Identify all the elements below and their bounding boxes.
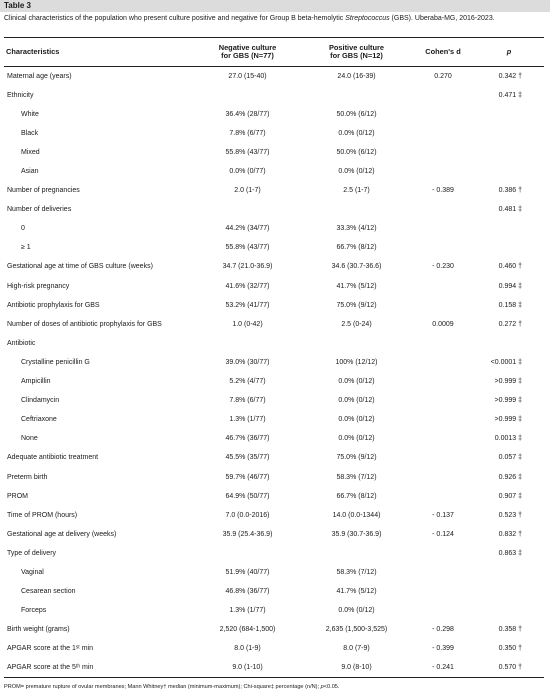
row-label: Ampicillin [21, 378, 51, 386]
cell-positive-culture: 24.0 (16-39) [337, 72, 376, 80]
cell-cohens-d [412, 563, 474, 582]
cell-cohens-d [412, 334, 474, 353]
table-row [4, 296, 544, 315]
cell-cohens-d: - 0.230 [432, 263, 454, 271]
cell-negative-culture: 0.0% (0/77) [229, 168, 266, 176]
cell-negative-culture: 1.3% (1/77) [229, 416, 266, 424]
table-row [4, 467, 544, 486]
cell-positive-culture: 100% (12/12) [335, 358, 378, 366]
cell-cohens-d: - 0.389 [432, 187, 454, 195]
table-row [4, 67, 544, 86]
cell-cohens-d [412, 544, 474, 563]
cell-negative-culture [194, 544, 301, 563]
cell-negative-culture: 59.7% (46/77) [225, 473, 270, 481]
cell-cohens-d: - 0.137 [432, 511, 454, 519]
row-label: Cesarean section [21, 588, 76, 596]
caption-text-end: (GBS). Uberaba-MG, 2016-2023. [389, 15, 495, 22]
cell-p-value: 0.342 † [498, 72, 522, 80]
cell-negative-culture [194, 334, 301, 353]
row-label: Gestational age at delivery (weeks) [7, 530, 117, 538]
table-row [4, 181, 544, 200]
cell-negative-culture: 35.9 (25.4-36.9) [222, 530, 273, 538]
cell-negative-culture: 44.2% (34/77) [225, 225, 270, 233]
row-label: Asian [21, 168, 39, 176]
cell-negative-culture: 2.0 (1-7) [234, 187, 261, 195]
header-cohens-d: Cohen's d [412, 38, 474, 67]
row-label: Number of deliveries [7, 206, 72, 214]
cell-positive-culture: 58.3% (7/12) [336, 568, 377, 576]
row-label: Crystalline penicillin G [21, 358, 90, 366]
table-row [4, 563, 544, 582]
cell-cohens-d: 0.270 [434, 72, 452, 80]
cell-positive-culture: 9.0 (8-10) [301, 658, 412, 677]
cell-positive-culture: 50.0% (6/12) [336, 110, 377, 118]
cell-negative-culture: 7.0 (0.0-2016) [225, 511, 270, 519]
cell-p-value: >0.999 ‡ [494, 378, 522, 386]
cell-positive-culture: 75.0% (9/12) [336, 301, 377, 309]
row-label: Antibiotic prophylaxis for GBS [7, 301, 100, 309]
cell-negative-culture: 8.0 (1-9) [234, 645, 261, 653]
cell-p-value: 0.057 ‡ [498, 454, 522, 462]
cell-p-value: 0.907 ‡ [498, 492, 522, 500]
cell-negative-culture: 1.3% (1/77) [229, 607, 266, 615]
cell-positive-culture: 50.0% (6/12) [336, 148, 377, 156]
row-label: None [21, 435, 38, 443]
row-label: Ceftriaxone [21, 416, 57, 424]
row-label: Forceps [21, 607, 47, 615]
table-row [4, 162, 544, 181]
cell-cohens-d [412, 601, 474, 620]
cell-negative-culture: 27.0 (15-40) [228, 72, 267, 80]
cell-cohens-d [412, 448, 474, 467]
cell-p-value: 0.0013 ‡ [494, 435, 522, 443]
cell-positive-culture: 66.7% (8/12) [336, 244, 377, 252]
cell-cohens-d [412, 410, 474, 429]
table-body [4, 67, 544, 678]
header-characteristics: Characteristics [4, 38, 194, 67]
cell-p-value: 0.386 † [498, 187, 522, 195]
row-label: Mixed [21, 148, 40, 156]
cell-positive-culture: 66.7% (8/12) [336, 492, 377, 500]
cell-cohens-d [412, 467, 474, 486]
table-row [4, 257, 544, 276]
cell-positive-culture: 2,635 (1,500-3,525) [325, 626, 388, 634]
cell-positive-culture: 58.3% (7/12) [336, 473, 377, 481]
cell-positive-culture: 0.0% (0/12) [338, 416, 375, 424]
cell-cohens-d [412, 582, 474, 601]
cell-p-value: 0.460 † [498, 263, 522, 271]
caption-text: Clinical characteristics of the population who present culture positive and negative for Group B beta-hemolytic [4, 15, 346, 22]
row-label: Black [21, 129, 39, 137]
cell-negative-culture: 1.0 (0-42) [232, 320, 263, 328]
table-row [4, 525, 544, 544]
cell-positive-culture [301, 86, 412, 105]
caption-italic: Streptococcus [345, 15, 390, 22]
cell-p-value [474, 582, 544, 601]
cell-positive-culture: 8.0 (7-9) [343, 645, 370, 653]
cell-positive-culture: 41.7% (5/12) [336, 282, 377, 290]
cell-negative-culture: 64.9% (50/77) [225, 492, 270, 500]
table-row [4, 410, 544, 429]
cell-p-value: 0.481 ‡ [498, 206, 522, 214]
header-p-value: p [474, 38, 544, 67]
cell-p-value: 0.863 ‡ [498, 549, 522, 557]
table-row [4, 200, 544, 219]
table-row [4, 620, 544, 639]
cell-p-value: 0.523 † [498, 511, 522, 519]
cell-cohens-d [412, 86, 474, 105]
cell-p-value [474, 238, 544, 257]
cell-negative-culture: 7.8% (6/77) [229, 397, 266, 405]
row-label: Adequate antibiotic treatment [7, 454, 99, 462]
cell-p-value: <0.0001 ‡ [490, 358, 522, 366]
cell-negative-culture: 46.8% (36/77) [225, 588, 270, 596]
row-label: Ethnicity [7, 91, 34, 99]
cell-positive-culture [301, 200, 412, 219]
row-label: Type of delivery [7, 549, 57, 557]
cell-positive-culture: 35.9 (30.7-36.9) [331, 530, 382, 538]
cell-negative-culture: 55.8% (43/77) [225, 244, 270, 252]
row-label: APGAR score at the 1ˢᵗ min [7, 645, 94, 653]
cell-negative-culture: 36.4% (28/77) [225, 110, 270, 118]
table-row [4, 639, 544, 658]
table-row [4, 219, 544, 238]
cell-negative-culture: 9.0 (1-10) [194, 658, 301, 677]
cell-p-value: 0.832 † [498, 530, 522, 538]
table-row [4, 544, 544, 563]
table-row [4, 391, 544, 410]
cell-p-value [474, 334, 544, 353]
table-row [4, 105, 544, 124]
cell-negative-culture: 41.6% (32/77) [225, 282, 270, 290]
cell-cohens-d [412, 353, 474, 372]
cell-p-value [474, 105, 544, 124]
row-label: Clindamycin [21, 397, 60, 405]
cell-p-value: 0.358 † [498, 626, 522, 634]
row-label: Gestational age at time of GBS culture (weeks) [7, 263, 153, 271]
cell-cohens-d: - 0.124 [432, 530, 454, 538]
table-row [4, 315, 544, 334]
row-label: PROM [7, 492, 28, 500]
row-label: White [21, 110, 39, 118]
cell-negative-culture: 7.8% (6/77) [229, 129, 266, 137]
row-label: 0 [21, 225, 25, 233]
cell-positive-culture: 0.0% (0/12) [338, 129, 375, 137]
cell-p-value: 0.350 † [498, 645, 522, 653]
row-label: Maternal age (years) [7, 72, 72, 80]
header-negative-line1: Negative culture [218, 42, 277, 52]
table-row [4, 429, 544, 448]
row-label: Vaginal [21, 568, 44, 576]
cell-cohens-d [412, 391, 474, 410]
cell-positive-culture [301, 334, 412, 353]
cell-positive-culture: 2.5 (0-24) [341, 320, 372, 328]
footnote-italic: p [320, 684, 324, 690]
cell-negative-culture: 45.5% (35/77) [225, 454, 270, 462]
table-row [4, 372, 544, 391]
cell-cohens-d [412, 162, 474, 181]
row-label: Birth weight (grams) [7, 626, 70, 634]
cell-p-value: 0.272 † [498, 320, 522, 328]
cell-negative-culture [194, 86, 301, 105]
table-row [4, 448, 544, 467]
cell-p-value [474, 143, 544, 162]
cell-negative-culture: 2,520 (684-1,500) [219, 626, 276, 634]
cell-cohens-d [412, 372, 474, 391]
cell-p-value [474, 124, 544, 143]
row-label: Time of PROM (hours) [7, 511, 78, 519]
cell-p-value: 0.471 ‡ [498, 91, 522, 99]
cell-p-value: >0.999 ‡ [494, 397, 522, 405]
cell-negative-culture: 34.7 (21.0-36.9) [222, 263, 273, 271]
table-row [4, 143, 544, 162]
header-positive-line1: Positive culture [328, 42, 385, 52]
cell-negative-culture: 39.0% (30/77) [225, 358, 270, 366]
cell-p-value [474, 563, 544, 582]
cell-cohens-d: 0.0009 [432, 320, 454, 328]
table-row [4, 658, 544, 677]
cell-cohens-d [412, 143, 474, 162]
footnote-text-end: <0.05. [323, 684, 340, 690]
cell-p-value: 0.994 ‡ [498, 282, 522, 290]
cell-cohens-d: - 0.399 [432, 645, 454, 653]
cell-positive-culture: 33.3% (4/12) [336, 225, 377, 233]
cell-p-value: 0.570 † [474, 658, 544, 677]
cell-p-value [474, 601, 544, 620]
footnote-text: PROM= premature rupture of ovular membranes; Mann Whitney† median (minimum-maximum); Chi-square‡ percentage (n/N); [4, 684, 321, 690]
table-header-row [4, 38, 544, 67]
cell-cohens-d [412, 296, 474, 315]
cell-positive-culture: 0.0% (0/12) [338, 378, 375, 386]
row-label: Preterm birth [7, 473, 48, 481]
table-row [4, 124, 544, 143]
cell-negative-culture [194, 200, 301, 219]
header-negative-culture [194, 38, 301, 67]
cell-positive-culture: 14.0 (0.0-1344) [332, 511, 381, 519]
cell-positive-culture: 34.6 (30.7-36.6) [331, 263, 382, 271]
table-row [4, 601, 544, 620]
cell-negative-culture: 51.9% (40/77) [225, 568, 270, 576]
table-row [4, 277, 544, 296]
cell-positive-culture [301, 544, 412, 563]
header-negative-line2: for GBS (N=77) [221, 51, 274, 60]
table-row [4, 582, 544, 601]
cell-cohens-d [412, 219, 474, 238]
row-label: High-risk pregnancy [7, 282, 70, 290]
cell-negative-culture: 55.8% (43/77) [225, 148, 270, 156]
row-label: APGAR score at the 5ᵗʰ min [4, 658, 194, 677]
cell-p-value [474, 162, 544, 181]
row-label: ≥ 1 [21, 244, 31, 252]
cell-positive-culture: 0.0% (0/12) [338, 435, 375, 443]
cell-cohens-d [412, 277, 474, 296]
table-row [4, 86, 544, 105]
cell-cohens-d: - 0.241 [412, 658, 474, 677]
table-row [4, 353, 544, 372]
cell-p-value: >0.999 ‡ [494, 416, 522, 424]
table-row [4, 506, 544, 525]
cell-cohens-d [412, 429, 474, 448]
cell-p-value [474, 219, 544, 238]
cell-cohens-d [412, 487, 474, 506]
table-caption [4, 14, 544, 23]
table-row [4, 334, 544, 353]
cell-cohens-d: - 0.298 [432, 626, 454, 634]
cell-negative-culture: 5.2% (4/77) [229, 378, 266, 386]
cell-positive-culture: 2.5 (1-7) [343, 187, 370, 195]
cell-cohens-d [412, 200, 474, 219]
cell-cohens-d [412, 105, 474, 124]
row-label: Number of doses of antibiotic prophylaxis for GBS [7, 320, 162, 328]
cell-positive-culture: 0.0% (0/12) [338, 168, 375, 176]
cell-cohens-d [412, 238, 474, 257]
cell-p-value: 0.158 ‡ [498, 301, 522, 309]
row-label: Antibiotic [7, 339, 36, 347]
table-row [4, 487, 544, 506]
clinical-characteristics-table [4, 37, 544, 678]
cell-negative-culture: 46.7% (36/77) [225, 435, 270, 443]
cell-positive-culture: 75.0% (9/12) [336, 454, 377, 462]
row-label: Number of pregnancies [7, 187, 80, 195]
table-footnote [4, 684, 339, 690]
table-row [4, 238, 544, 257]
cell-negative-culture: 53.2% (41/77) [225, 301, 270, 309]
header-positive-line2: for GBS (N=12) [330, 51, 383, 60]
header-positive-culture [301, 38, 412, 67]
cell-p-value: 0.926 ‡ [498, 473, 522, 481]
table-label: Table 3 [0, 0, 550, 12]
cell-positive-culture: 41.7% (5/12) [336, 588, 377, 596]
cell-cohens-d [412, 124, 474, 143]
cell-positive-culture: 0.0% (0/12) [338, 607, 375, 615]
cell-positive-culture: 0.0% (0/12) [338, 397, 375, 405]
